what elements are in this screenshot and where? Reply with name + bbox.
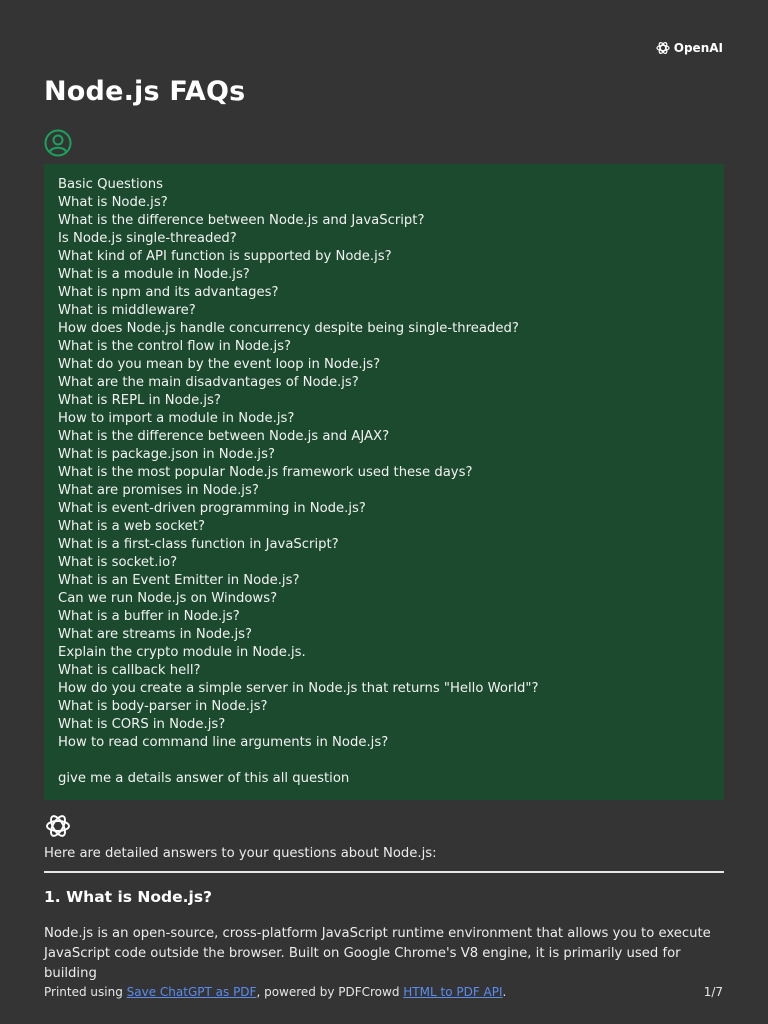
prompt-question: What is the control flow in Node.js? (58, 339, 292, 354)
openai-logo-icon (44, 812, 72, 840)
prompt-question: How to read command line arguments in Node.js? (58, 735, 389, 750)
prompt-question: What are streams in Node.js? (58, 627, 252, 642)
footer-suffix: . (502, 985, 507, 999)
prompt-question: What is Node.js? (58, 195, 168, 210)
prompt-question: What is socket.io? (58, 555, 178, 570)
footer-middle: , powered by PDFCrowd (256, 985, 404, 999)
openai-brand (655, 40, 723, 56)
prompt-question: What is a first-class function in JavaScript? (58, 537, 339, 552)
answer-paragraph-line: Node.js is an open-source, cross-platform JavaScript runtime environment that allows you to execute (44, 926, 711, 941)
prompt-question: What is a web socket? (58, 519, 205, 534)
prompt-question: How does Node.js handle concurrency despite being single-threaded? (58, 321, 519, 336)
prompt-question: What is a buffer in Node.js? (58, 609, 240, 624)
prompt-question: What is the difference between Node.js and JavaScript? (58, 213, 425, 228)
prompt-question: What is a module in Node.js? (58, 267, 250, 282)
page-number: 1/7 (703, 985, 723, 999)
prompt-question: What is body-parser in Node.js? (58, 699, 268, 714)
prompt-question: What is REPL in Node.js? (58, 393, 221, 408)
prompt-question: What are the main disadvantages of Node.js? (58, 375, 359, 390)
prompt-question: What do you mean by the event loop in Node.js? (58, 357, 381, 372)
prompt-question: Explain the crypto module in Node.js. (58, 645, 306, 660)
user-prompt (44, 164, 724, 800)
prompt-question-list (58, 176, 710, 752)
prompt-closing: give me a details answer of this all question (58, 771, 350, 786)
openai-logo-icon (655, 40, 671, 56)
prompt-question: What kind of API function is supported by Node.js? (58, 249, 392, 264)
prompt-question: What are promises in Node.js? (58, 483, 259, 498)
page-title: Node.js FAQs (44, 76, 246, 107)
prompt-question: How do you create a simple server in Node.js that returns "Hello World"? (58, 681, 539, 696)
html-to-pdf-link[interactable]: HTML to PDF API (403, 985, 503, 999)
answer-paragraph (44, 924, 724, 984)
answer-intro: Here are detailed answers to your questions about Node.js: (44, 846, 437, 861)
prompt-question: What is callback hell? (58, 663, 201, 678)
prompt-question: What is CORS in Node.js? (58, 717, 226, 732)
brand-name: OpenAI (673, 41, 723, 55)
prompt-question: What is the difference between Node.js and AJAX? (58, 429, 390, 444)
divider (44, 871, 724, 873)
prompt-question: What is an Event Emitter in Node.js? (58, 573, 300, 588)
answer-heading: 1. What is Node.js? (44, 888, 213, 906)
prompt-question: How to import a module in Node.js? (58, 411, 295, 426)
prompt-question: What is middleware? (58, 303, 196, 318)
prompt-question: What is package.json in Node.js? (58, 447, 275, 462)
prompt-question: What is event-driven programming in Node.js? (58, 501, 366, 516)
prompt-question: Is Node.js single-threaded? (58, 231, 237, 246)
user-avatar-icon (44, 129, 72, 157)
save-chatgpt-link[interactable]: Save ChatGPT as PDF (126, 985, 257, 999)
footer-prefix: Printed using (44, 985, 127, 999)
prompt-question: What is the most popular Node.js framework used these days? (58, 465, 473, 480)
prompt-section-title: Basic Questions (58, 177, 163, 192)
prompt-question: What is npm and its advantages? (58, 285, 279, 300)
footer (44, 985, 506, 999)
prompt-question: Can we run Node.js on Windows? (58, 591, 278, 606)
answer-paragraph-line: JavaScript code outside the browser. Built on Google Chrome's V8 engine, it is primarily used for building (44, 946, 681, 981)
